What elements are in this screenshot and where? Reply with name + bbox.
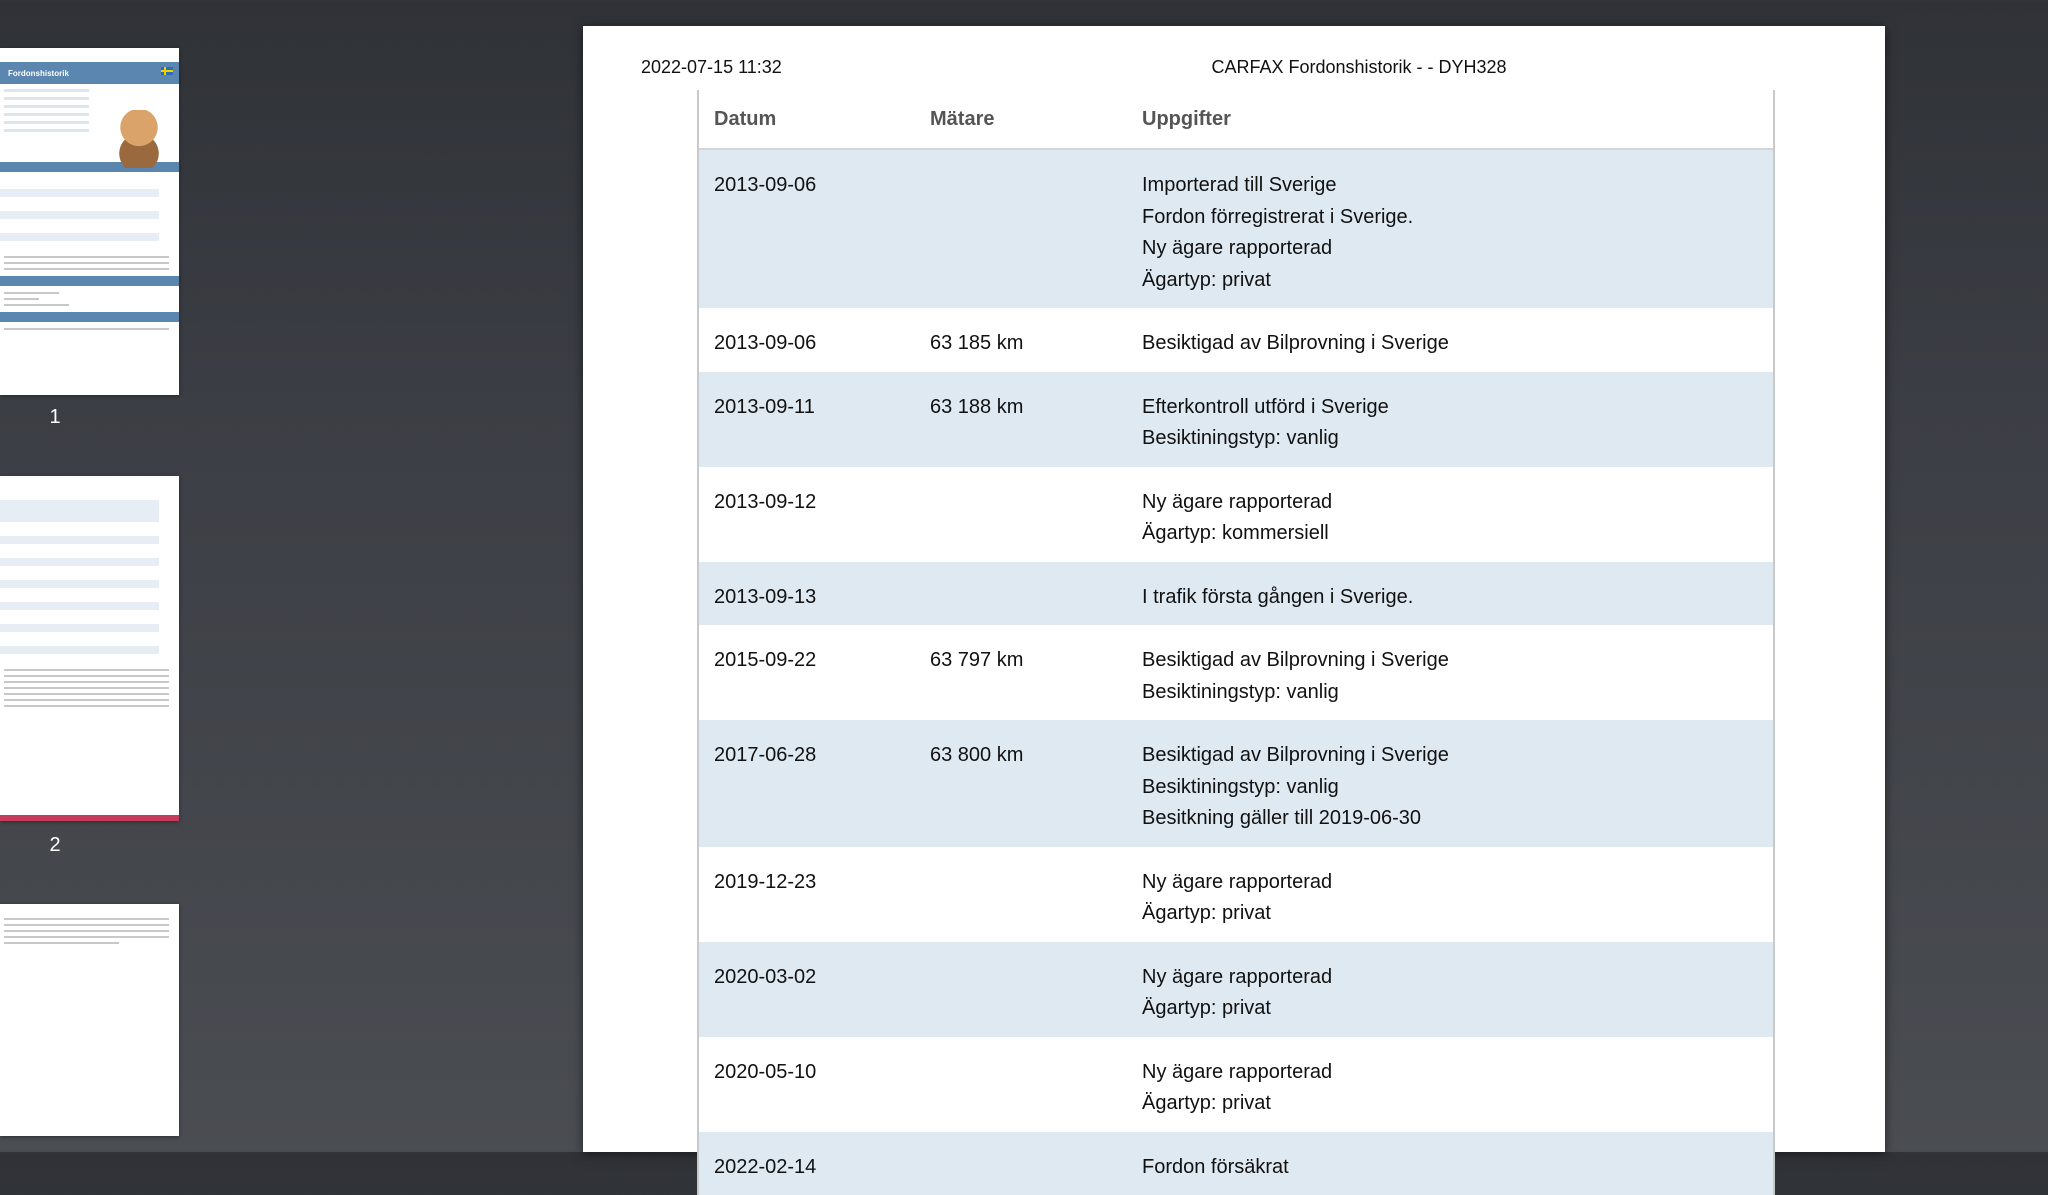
cell-date: 2013-09-06 xyxy=(699,328,930,360)
fox-mascot-icon xyxy=(117,110,161,168)
print-timestamp: 2022-07-15 11:32 xyxy=(641,57,782,78)
detail-line: Besiktiningstyp: vanlig xyxy=(1142,423,1773,455)
table-row xyxy=(699,1132,1773,1195)
table-row xyxy=(699,847,1773,942)
table-row xyxy=(699,1037,1773,1132)
detail-line: Ny ägare rapporterad xyxy=(1142,487,1773,519)
cell-details xyxy=(1142,1057,1773,1120)
table-row xyxy=(699,625,1773,720)
cell-details xyxy=(1142,1152,1773,1184)
cell-date: 2019-12-23 xyxy=(699,867,930,930)
table-row xyxy=(699,150,1773,308)
detail-line: Efterkontroll utförd i Sverige xyxy=(1142,392,1773,424)
detail-line: Ny ägare rapporterad xyxy=(1142,867,1773,899)
cell-date: 2020-05-10 xyxy=(699,1057,930,1120)
cell-details xyxy=(1142,740,1773,835)
page-thumbnail-3[interactable] xyxy=(0,904,179,1136)
page-thumbnail-1[interactable] xyxy=(0,48,179,395)
cell-details xyxy=(1142,487,1773,550)
page-number-2: 2 xyxy=(0,834,110,857)
header-details: Uppgifter xyxy=(1142,108,1773,131)
table-row xyxy=(699,942,1773,1037)
cell-details xyxy=(1142,867,1773,930)
detail-line: Besiktigad av Bilprovning i Sverige xyxy=(1142,645,1773,677)
detail-line: Besiktigad av Bilprovning i Sverige xyxy=(1142,740,1773,772)
cell-meter xyxy=(930,1057,1142,1120)
cell-meter xyxy=(930,582,1142,614)
cell-date: 2013-09-11 xyxy=(699,392,930,455)
detail-line: Besitkning gäller till 2019-06-30 xyxy=(1142,803,1773,835)
cell-date: 2013-09-06 xyxy=(699,170,930,296)
cell-details xyxy=(1142,962,1773,1025)
detail-line: Ägartyp: privat xyxy=(1142,993,1773,1025)
cell-date: 2020-03-02 xyxy=(699,962,930,1025)
detail-line: Ägartyp: kommersiell xyxy=(1142,518,1773,550)
detail-line: Fordon försäkrat xyxy=(1142,1152,1773,1184)
detail-line: Besiktiningstyp: vanlig xyxy=(1142,677,1773,709)
table-row xyxy=(699,720,1773,847)
page-number-1: 1 xyxy=(0,406,110,429)
cell-meter: 63 797 km xyxy=(930,645,1142,708)
detail-line: Ägartyp: privat xyxy=(1142,1088,1773,1120)
cell-meter xyxy=(930,1152,1142,1184)
detail-line: Ny ägare rapporterad xyxy=(1142,1057,1773,1089)
detail-line: Ägartyp: privat xyxy=(1142,265,1773,297)
header-date: Datum xyxy=(699,108,930,131)
detail-line: I trafik första gången i Sverige. xyxy=(1142,582,1773,614)
cell-meter: 63 185 km xyxy=(930,328,1142,360)
cell-details xyxy=(1142,328,1773,360)
cell-meter xyxy=(930,487,1142,550)
cell-details xyxy=(1142,582,1773,614)
header-meter: Mätare xyxy=(930,108,1142,131)
table-body xyxy=(699,150,1773,1195)
sweden-flag-icon xyxy=(161,67,173,75)
cell-details xyxy=(1142,170,1773,296)
table-row xyxy=(699,562,1773,626)
cell-date: 2013-09-13 xyxy=(699,582,930,614)
thumbnail-sidebar xyxy=(0,0,200,1152)
table-row xyxy=(699,372,1773,467)
thumb-banner: Fordonshistorik xyxy=(0,62,179,84)
page-thumbnail-2[interactable] xyxy=(0,476,179,821)
cell-details xyxy=(1142,645,1773,708)
cell-meter: 63 188 km xyxy=(930,392,1142,455)
detail-line: Ny ägare rapporterad xyxy=(1142,233,1773,265)
table-row xyxy=(699,467,1773,562)
cell-meter: 63 800 km xyxy=(930,740,1142,835)
document-page xyxy=(583,26,1885,1152)
thumb-header xyxy=(0,48,179,58)
cell-meter xyxy=(930,867,1142,930)
detail-line: Fordon förregistrerat i Sverige. xyxy=(1142,202,1773,234)
table-header xyxy=(699,90,1773,150)
cell-date: 2022-02-14 xyxy=(699,1152,930,1184)
page-title: CARFAX Fordonshistorik - - DYH328 xyxy=(583,57,1885,78)
detail-line: Importerad till Sverige xyxy=(1142,170,1773,202)
history-table xyxy=(697,90,1775,1195)
cell-date: 2015-09-22 xyxy=(699,645,930,708)
detail-line: Ny ägare rapporterad xyxy=(1142,962,1773,994)
cell-date: 2017-06-28 xyxy=(699,740,930,835)
detail-line: Ägartyp: privat xyxy=(1142,898,1773,930)
detail-line: Besiktigad av Bilprovning i Sverige xyxy=(1142,328,1773,360)
cell-date: 2013-09-12 xyxy=(699,487,930,550)
table-row xyxy=(699,308,1773,372)
cell-meter xyxy=(930,962,1142,1025)
detail-line: Besiktiningstyp: vanlig xyxy=(1142,772,1773,804)
cell-details xyxy=(1142,392,1773,455)
cell-meter xyxy=(930,170,1142,296)
